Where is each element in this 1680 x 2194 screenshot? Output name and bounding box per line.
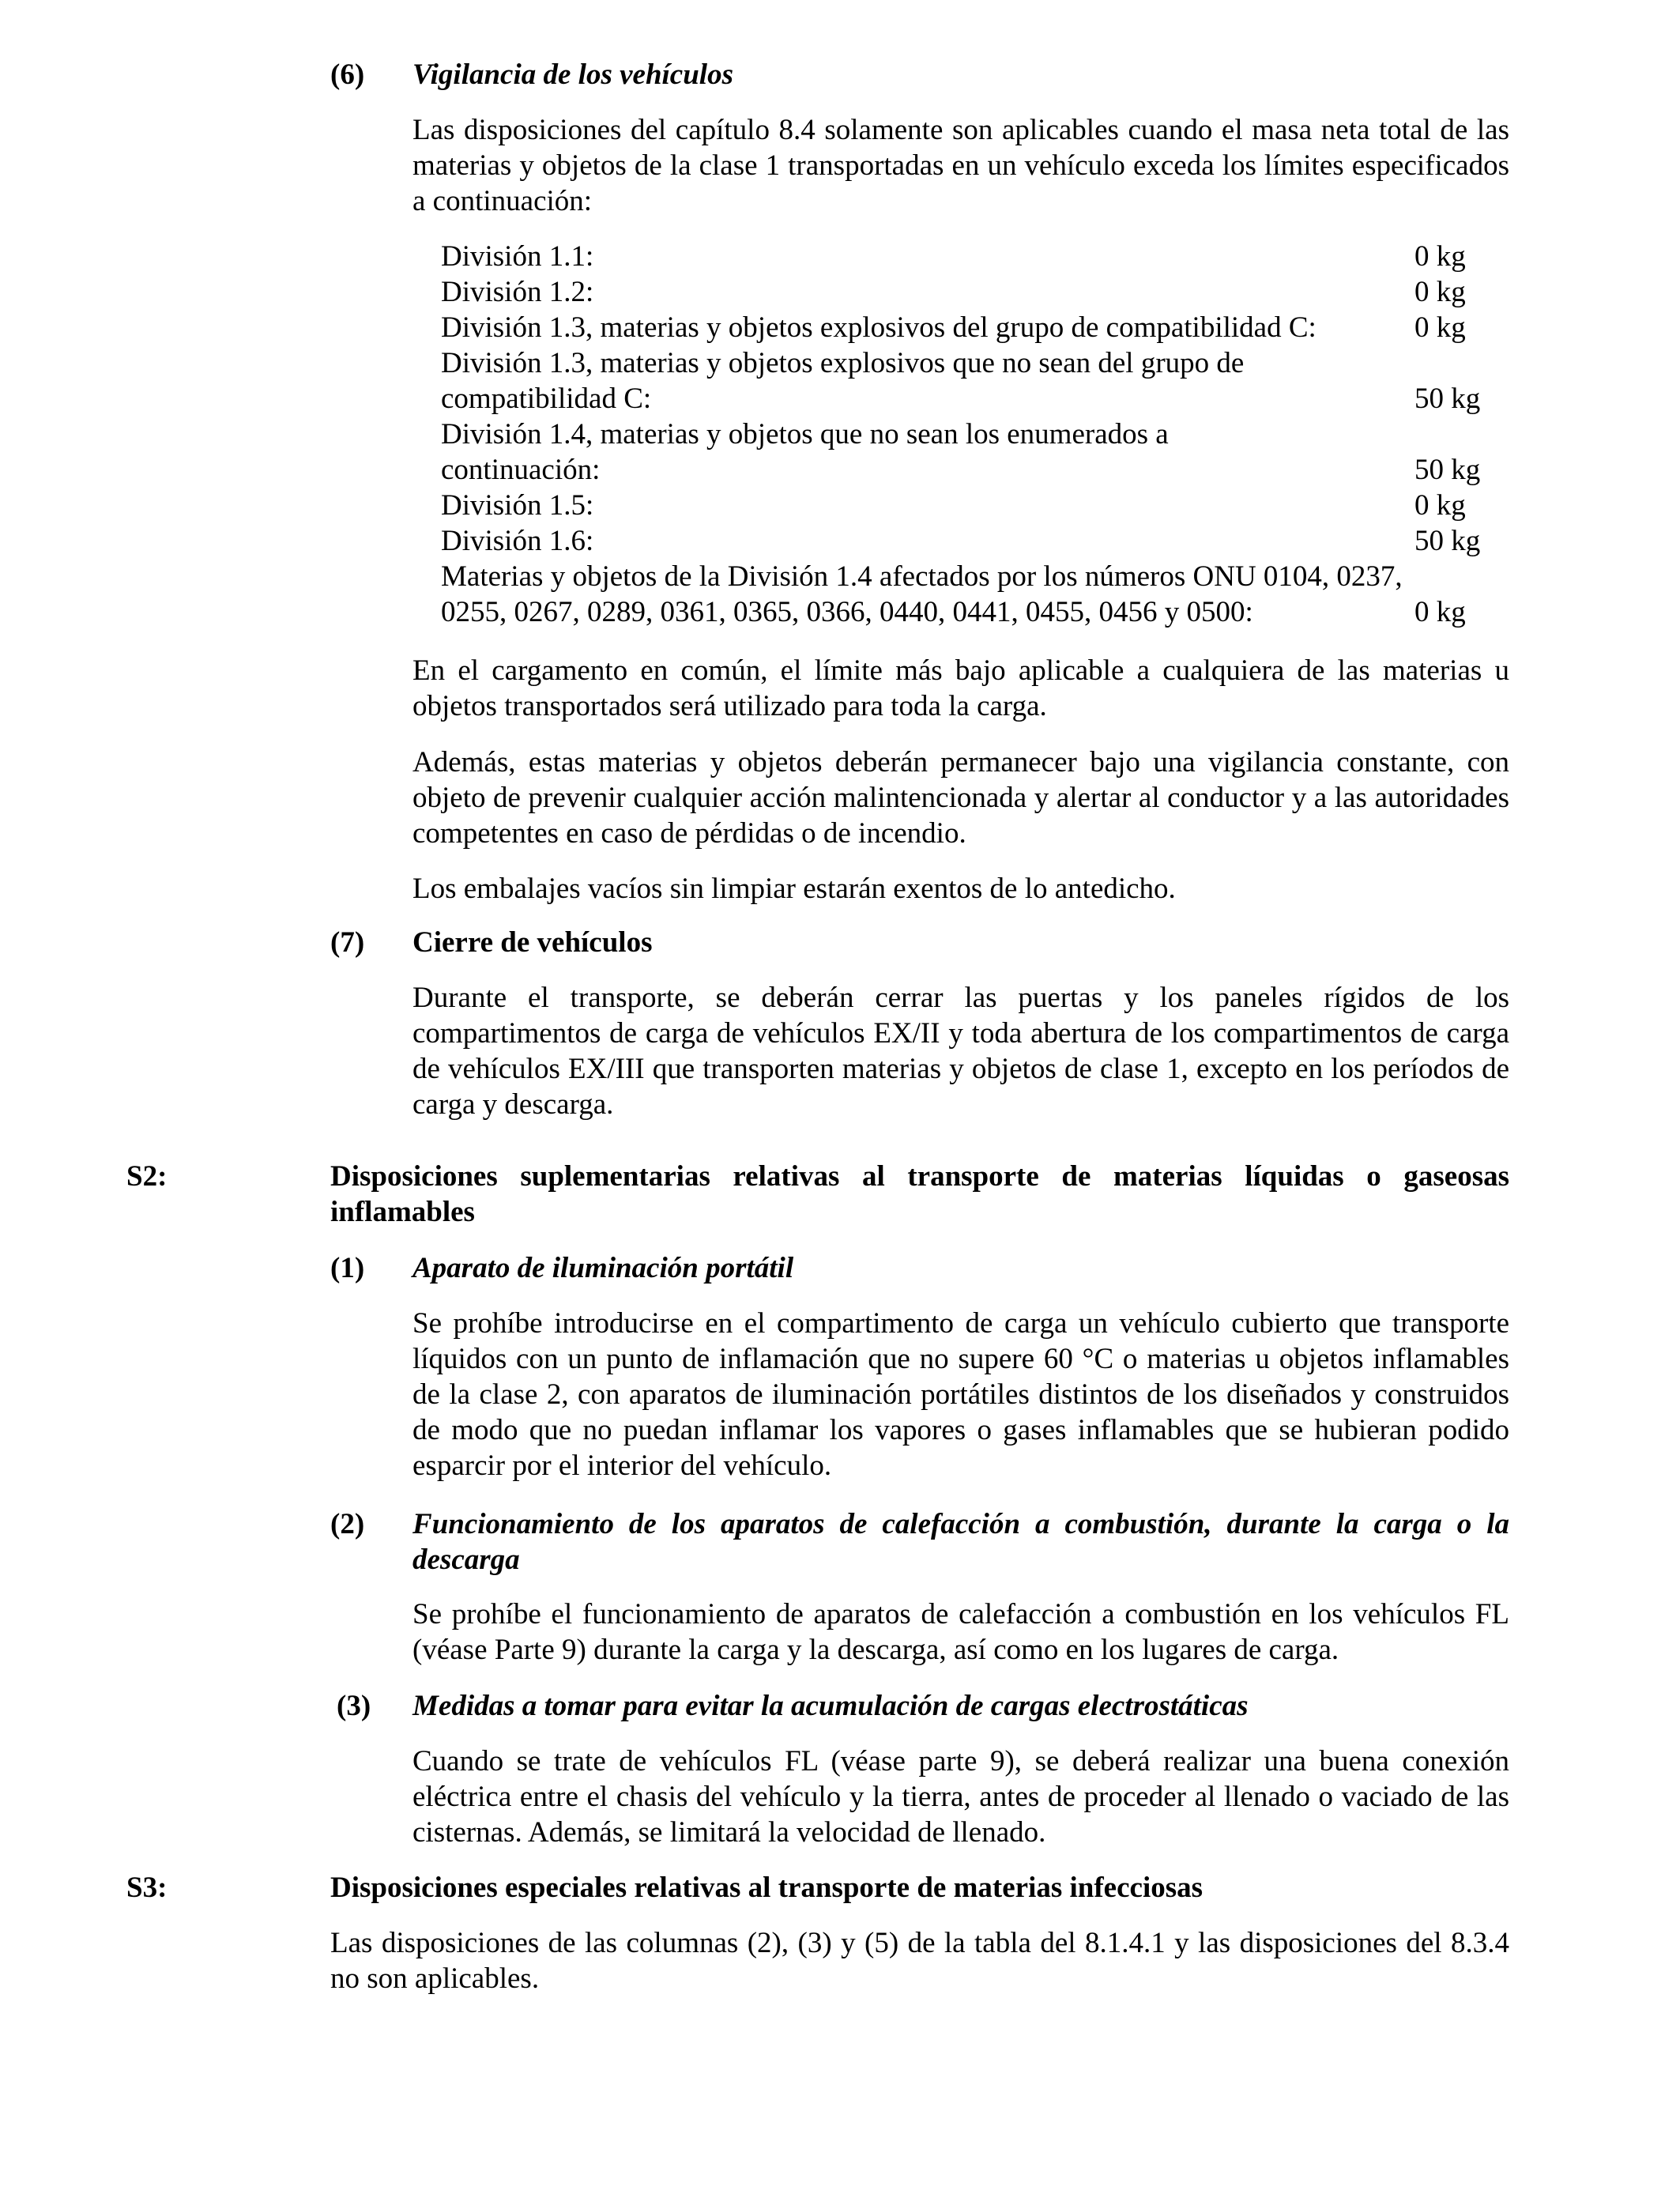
limit-value: 50 kg bbox=[1414, 454, 1481, 486]
limit-row bbox=[441, 488, 1508, 523]
s2-item3-paragraph: Cuando se trate de vehículos FL (véase parte 9), se deberá realizar una buena conexión eléctrica entre el chasis del vehículo y la tierra, antes de proceder al llenado o vaciado de las cisternas. Además, se limitará la velocidad de llenado. bbox=[412, 1745, 1509, 1849]
s3-label: S3: bbox=[126, 1872, 168, 1904]
limit-desc: División 1.6: bbox=[441, 525, 594, 557]
limit-value: 50 kg bbox=[1414, 525, 1481, 557]
limit-value: 50 kg bbox=[1414, 383, 1481, 415]
limit-row bbox=[441, 559, 1508, 630]
limits-list bbox=[441, 239, 1508, 630]
limit-row bbox=[441, 523, 1508, 559]
s2-item2-paragraph: Se prohíbe el funcionamiento de aparatos de calefacción a combustión en los vehículos FL (véase Parte 9) durante la carga y la descarga, así como en los lugares de carga. bbox=[412, 1598, 1509, 1666]
limit-row bbox=[441, 417, 1508, 488]
s2-item2-number: (2) bbox=[330, 1508, 365, 1540]
limit-row bbox=[441, 310, 1508, 345]
limit-value: 0 kg bbox=[1414, 489, 1466, 522]
item6-paragraph-3: Los embalajes vacíos sin limpiar estarán exentos de lo antedicho. bbox=[412, 873, 1176, 905]
item7-title: Cierre de vehículos bbox=[412, 926, 653, 959]
s3-paragraph: Las disposiciones de las columnas (2), (3) y (5) de la tabla del 8.1.4.1 y las disposiciones del 8.3.4 no son aplicables. bbox=[330, 1927, 1509, 1995]
limit-row bbox=[441, 345, 1508, 417]
limit-desc: Materias y objetos de la División 1.4 afectados por los números ONU 0104, 0237, 0255, 0267, 0289, 0361, 0365, 0366, 0440, 0441, 0455, 0456 y 0500: bbox=[441, 560, 1403, 628]
s2-item1-title: Aparato de iluminación portátil bbox=[412, 1252, 794, 1284]
limit-row bbox=[441, 239, 1508, 274]
item6-number: (6) bbox=[330, 58, 365, 91]
item6-paragraph-2: Además, estas materias y objetos deberán permanecer bajo una vigilancia constante, con objeto de prevenir cualquier acción malintencionada y alertar al conductor y a las autoridades competentes en caso de pérdidas o de incendio. bbox=[412, 746, 1509, 850]
limit-desc: División 1.3, materias y objetos explosivos del grupo de compatibilidad C: bbox=[441, 311, 1317, 344]
item6-intro: Las disposiciones del capítulo 8.4 solamente son aplicables cuando el masa neta total de las materias y objetos de la clase 1 transportadas en un vehículo exceda los límites especificados a continuación: bbox=[412, 114, 1509, 217]
limit-desc: División 1.1: bbox=[441, 240, 594, 273]
s2-item3-title: Medidas a tomar para evitar la acumulación de cargas electrostáticas bbox=[412, 1690, 1249, 1722]
s2-item1-number: (1) bbox=[330, 1252, 365, 1284]
item6-paragraph-1: En el cargamento en común, el límite más bajo aplicable a cualquiera de las materias u objetos transportados será utilizado para toda la carga. bbox=[412, 654, 1509, 722]
limit-row bbox=[441, 274, 1508, 310]
item7-paragraph: Durante el transporte, se deberán cerrar las puertas y los paneles rígidos de los compartimentos de carga de vehículos EX/II y toda abertura de los compartimentos de carga de vehículos EX/III que transporten materias y objetos de clase 1, excepto en los períodos de carga y descarga. bbox=[412, 982, 1509, 1121]
limit-value: 0 kg bbox=[1414, 596, 1466, 628]
s2-item3-number: (3) bbox=[337, 1690, 371, 1722]
s2-item2-title: Funcionamiento de los aparatos de calefacción a combustión, durante la carga o la descarga bbox=[412, 1508, 1509, 1576]
limit-value: 0 kg bbox=[1414, 276, 1466, 308]
limit-desc: División 1.2: bbox=[441, 276, 594, 308]
limit-desc: División 1.5: bbox=[441, 489, 594, 522]
s2-item1-paragraph: Se prohíbe introducirse en el compartimento de carga un vehículo cubierto que transporte líquidos con un punto de inflamación que no supere 60 °C o materias u objetos inflamables de la clase 2, con aparatos de iluminación portátiles distintos de los diseñados y construidos de modo que no puedan inflamar los vapores o gases inflamables que se hubieran podido esparcir por el interior del vehículo. bbox=[412, 1307, 1509, 1482]
limit-value: 0 kg bbox=[1414, 240, 1466, 273]
limit-value: 0 kg bbox=[1414, 311, 1466, 344]
s3-title: Disposiciones especiales relativas al transporte de materias infecciosas bbox=[330, 1872, 1203, 1904]
item7-number: (7) bbox=[330, 926, 365, 959]
limit-desc: División 1.4, materias y objetos que no sean los enumerados a continuación: bbox=[441, 418, 1169, 486]
limit-desc: División 1.3, materias y objetos explosivos que no sean del grupo de compatibilidad C: bbox=[441, 347, 1245, 415]
s2-title: Disposiciones suplementarias relativas al transporte de materias líquidas o gaseosas inflamables bbox=[330, 1160, 1509, 1228]
s2-label: S2: bbox=[126, 1160, 168, 1193]
item6-title: Vigilancia de los vehículos bbox=[412, 58, 733, 91]
